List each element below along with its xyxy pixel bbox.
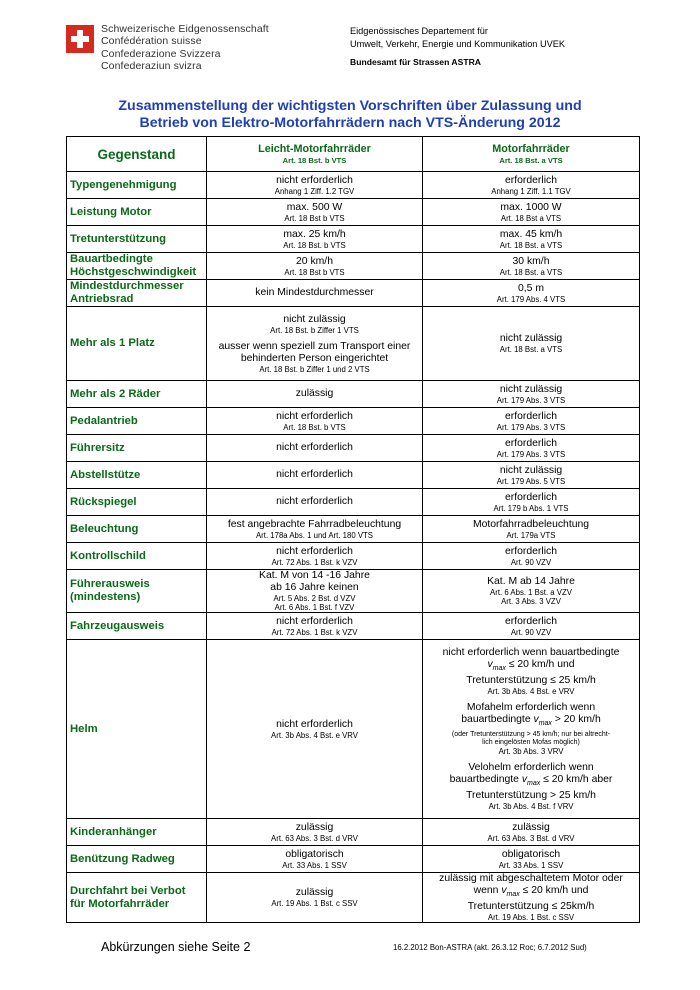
row-subject: Benützung Radweg — [67, 846, 207, 873]
cell-light-mofa — [207, 543, 423, 570]
cell-value: erforderlich — [505, 545, 557, 557]
cell-value: nicht erforderlich — [276, 410, 353, 422]
table-row — [67, 462, 640, 489]
table-row — [67, 570, 640, 613]
legal-reference: Art. 3b Abs. 4 Bst. f VRV — [488, 801, 574, 811]
cell-mofa — [423, 226, 640, 253]
cell-value: erforderlich — [505, 615, 557, 627]
cell-value: Tretunterstützung ≤ 25km/h — [467, 901, 595, 913]
office-name: Bundesamt für Strassen ASTRA — [350, 57, 481, 67]
legal-reference: Art. 179a VTS — [506, 530, 556, 540]
cell-value: zulässig — [512, 821, 550, 833]
cell-light-mofa — [207, 408, 423, 435]
cell-light-mofa — [207, 846, 423, 873]
row-subject: Beleuchtung — [67, 516, 207, 543]
row-subject: Führersitz — [67, 435, 207, 462]
table-row — [67, 613, 640, 640]
legal-reference: Art. 19 Abs. 1 Bst. c SSV — [271, 899, 358, 909]
cell-value: Tretunterstützung ≤ 25 km/h — [466, 675, 596, 687]
col-title: Leicht-Motorfahrräder — [258, 142, 371, 155]
cell-light-mofa — [207, 199, 423, 226]
legal-reference: lich eingelösten Mofas möglich) — [482, 738, 580, 746]
cell-value: Mofahelm erforderlich wenn — [466, 702, 596, 714]
cell-value: nicht erforderlich — [276, 718, 353, 730]
cell-value: bauartbedingte $v_{max} \le 20$ km/h aber — [449, 773, 613, 787]
title-line: Betrieb von Elektro-Motorfahrrädern nach VTS-Änderung 2012 — [139, 114, 561, 131]
table-row — [67, 543, 640, 570]
cell-value: max. 25 km/h — [283, 228, 346, 240]
table-row — [67, 172, 640, 199]
cell-value: zulässig — [295, 821, 334, 833]
table-row — [67, 489, 640, 516]
table-row — [67, 280, 640, 307]
table-row — [67, 307, 640, 381]
row-subject: Kinderanhänger — [67, 819, 207, 846]
legal-reference: Art. 6 Abs. 1 Bst. f VZV — [274, 603, 355, 612]
cell-light-mofa — [207, 640, 423, 819]
cell-value: max. 45 km/h — [499, 228, 563, 240]
row-subject: Bauartbedingte Höchstgeschwindigkeit — [67, 253, 207, 280]
cell-value: 20 km/h — [296, 255, 333, 267]
cell-value: $v_{max} \le 20$ km/h und — [487, 659, 575, 673]
legal-reference: Art. 33 Abs. 1 SSV — [282, 860, 347, 870]
legal-reference: Art. 90 VZV — [510, 627, 552, 637]
row-subject: Kontrollschild — [67, 543, 207, 570]
legal-reference: Art. 33 Abs. 1 SSV — [498, 860, 564, 870]
cell-value: Motorfahrradbeleuchtung — [472, 518, 590, 530]
legal-reference: Art. 3 Abs. 3 VZV — [501, 597, 561, 606]
swiss-cross-icon — [66, 25, 94, 53]
legal-reference: Art. 18 Bst. a VTS — [499, 345, 563, 354]
table-row — [67, 873, 640, 923]
legal-reference: Art. 72 Abs. 1 Bst. k VZV — [271, 557, 358, 567]
cell-light-mofa — [207, 253, 423, 280]
cell-value: 0,5 m — [518, 282, 544, 294]
cell-value: nicht zulässig — [499, 383, 563, 395]
cell-light-mofa — [207, 873, 423, 923]
cell-mofa — [423, 613, 640, 640]
cell-mofa — [423, 543, 640, 570]
legal-reference: Art. 63 Abs. 3 Bst. d VRV — [487, 833, 575, 843]
cell-value: 30 km/h — [512, 255, 550, 267]
department-line: Eidgenössisches Departement für — [350, 26, 488, 36]
table-row — [67, 253, 640, 280]
federation-name: Schweizerische Eidgenossenschaft — [101, 23, 269, 35]
cell-value: nicht erforderlich — [276, 545, 353, 557]
cell-value: ausser wenn speziell zum Transport einer — [218, 340, 411, 352]
cell-light-mofa — [207, 307, 423, 381]
legal-reference: Art. 179 Abs. 4 VTS — [496, 294, 566, 304]
cell-light-mofa — [207, 462, 423, 489]
cell-mofa — [423, 819, 640, 846]
cell-value: nicht zulässig — [283, 313, 346, 325]
cell-light-mofa — [207, 381, 423, 408]
cell-light-mofa — [207, 435, 423, 462]
legal-reference: Anhang 1 Ziff. 1.2 TGV — [274, 186, 355, 196]
table-row — [67, 819, 640, 846]
cell-value: nicht erforderlich — [276, 469, 353, 480]
legal-reference: Art. 18 Bst b VTS — [284, 267, 345, 277]
legal-reference: Art. 18 Bst b VTS — [284, 213, 345, 223]
cell-mofa — [423, 516, 640, 543]
table-row — [67, 408, 640, 435]
legal-reference: Art. 6 Abs. 1 Bst. a VZV — [490, 588, 572, 597]
footer-abbreviations: Abkürzungen siehe Seite 2 — [101, 940, 251, 954]
legal-reference: Art. 178a Abs. 1 und Art. 180 VTS — [255, 530, 374, 540]
legal-reference: Art. 18 Bst. b VTS — [283, 240, 346, 250]
header-col-mofa — [423, 137, 640, 172]
cell-value: bauartbedingte $v_{max} > 20$ km/h — [461, 714, 601, 728]
cell-value: Kat. M von 14 -16 Jahre — [259, 570, 370, 581]
row-subject: Typengenehmigung — [67, 172, 207, 199]
header-col-light-mofa — [207, 137, 423, 172]
row-subject: Rückspiegel — [67, 489, 207, 516]
legal-reference: Art. 5 Abs. 2 Bst. d VZV — [273, 594, 356, 603]
cell-light-mofa — [207, 613, 423, 640]
cell-value: nicht erforderlich — [276, 174, 353, 186]
col-ref: Art. 18 Bst. b VTS — [282, 155, 347, 165]
cell-mofa — [423, 199, 640, 226]
cell-value: Velohelm erforderlich wenn — [468, 761, 594, 773]
legal-reference: Art. 179 Abs. 3 VTS — [496, 449, 566, 459]
cell-value: ab 16 Jahre keinen — [270, 582, 359, 593]
cell-value: Kat. M ab 14 Jahre — [487, 576, 575, 587]
cell-mofa — [423, 381, 640, 408]
cell-value: nicht zulässig — [499, 333, 563, 344]
row-subject: Mehr als 1 Platz — [67, 307, 207, 381]
cell-light-mofa — [207, 516, 423, 543]
legal-reference: Art. 179 b Abs. 1 VTS — [493, 503, 569, 513]
cell-mofa — [423, 489, 640, 516]
table-row — [67, 640, 640, 819]
cell-value: max. 1000 W — [500, 201, 562, 213]
cell-value: erforderlich — [505, 491, 557, 503]
cell-mofa — [423, 307, 640, 381]
cell-value: erforderlich — [505, 410, 557, 422]
cell-value: kein Mindestdurchmesser — [255, 287, 374, 298]
table-row — [67, 199, 640, 226]
federation-name: Confederaziun svizra — [101, 59, 202, 72]
cell-mofa — [423, 172, 640, 199]
legal-reference: Art. 63 Abs. 3 Bst. d VRV — [271, 833, 358, 843]
cell-value: nicht zulässig — [499, 464, 563, 476]
cell-value: obligatorisch — [285, 848, 344, 860]
row-subject: Helm — [67, 640, 207, 819]
cell-mofa — [423, 408, 640, 435]
table-row — [67, 435, 640, 462]
col-title: Motorfahrräder — [492, 142, 570, 155]
footer-date: 16.2.2012 Bon-ASTRA (akt. 26.3.12 Roc; 6.7.2012 Sud) — [393, 943, 587, 952]
cell-value: zulässig — [295, 388, 334, 399]
cell-value: fest angebrachte Fahrradbeleuchtung — [227, 518, 402, 530]
legal-reference: Art. 18 Bst. b Ziffer 1 und 2 VTS — [259, 364, 370, 374]
federation-name: Confédération suisse — [101, 35, 202, 48]
cell-value: Tretunterstützung > 25 km/h — [466, 789, 596, 801]
row-subject: Mindestdurchmesser Antriebsrad — [67, 280, 207, 307]
cell-value: nicht erforderlich — [276, 496, 353, 507]
cell-mofa — [423, 640, 640, 819]
cell-value: nicht erforderlich wenn bauartbedingte — [442, 647, 620, 659]
legal-reference: Art. 179 Abs. 3 VTS — [496, 395, 566, 405]
title-line: Zusammenstellung der wichtigsten Vorschriften über Zulassung und — [118, 98, 582, 114]
legal-reference: Art. 19 Abs. 1 Bst. c SSV — [487, 913, 575, 923]
cell-mofa — [423, 570, 640, 613]
table-row — [67, 226, 640, 253]
row-subject: Leistung Motor — [67, 199, 207, 226]
row-subject: Abstellstütze — [67, 462, 207, 489]
row-subject: Tretunterstützung — [67, 226, 207, 253]
legal-reference: Art. 179 Abs. 3 VTS — [496, 422, 566, 432]
legal-reference: Anhang 1 Ziff. 1.1 TGV — [491, 186, 571, 196]
regulations-table — [66, 136, 640, 923]
cell-light-mofa — [207, 172, 423, 199]
row-subject: Mehr als 2 Räder — [67, 381, 207, 408]
cell-light-mofa — [207, 570, 423, 613]
cell-value: behinderten Person eingerichtet — [240, 352, 389, 364]
cell-light-mofa — [207, 280, 423, 307]
row-subject: Führerausweis (mindestens) — [67, 570, 207, 613]
row-subject: Pedalantrieb — [67, 408, 207, 435]
row-subject: Fahrzeugausweis — [67, 613, 207, 640]
legal-reference: Art. 72 Abs. 1 Bst. k VZV — [271, 627, 358, 637]
cell-value: nicht erforderlich — [276, 615, 353, 627]
table-header-row — [67, 137, 640, 172]
legal-reference: (oder Tretunterstützung > 45 km/h; nur bei altrecht- — [451, 730, 611, 738]
cell-value: nicht erforderlich — [276, 442, 353, 453]
cell-value: obligatorisch — [501, 848, 561, 860]
cell-mofa — [423, 462, 640, 489]
legal-reference: Art. 18 Bst. a VTS — [499, 267, 563, 277]
legal-reference: Art. 18 Bst a VTS — [500, 213, 562, 223]
table-row — [67, 846, 640, 873]
cell-value: erforderlich — [505, 174, 557, 186]
legal-reference: Art. 3b Abs. 4 Bst. e VRV — [271, 730, 358, 740]
legal-reference: Art. 3b Abs. 3 VRV — [498, 746, 564, 756]
row-subject: Durchfahrt bei Verbot für Motorfahrräder — [67, 873, 207, 923]
department-name — [350, 25, 565, 50]
cell-light-mofa — [207, 226, 423, 253]
cell-mofa — [423, 873, 640, 923]
legal-reference: Art. 90 VZV — [510, 557, 552, 567]
cell-mofa — [423, 846, 640, 873]
legal-reference: Art. 18 Bst. b Ziffer 1 VTS — [270, 325, 359, 335]
cell-value: max. 500 W — [286, 201, 343, 213]
federation-name: Confederazione Svizzera — [101, 47, 221, 60]
header-subject: Gegenstand — [67, 137, 207, 172]
cell-value: wenn $v_{max} \le 20$ km/h und — [473, 885, 589, 899]
cell-value: erforderlich — [505, 437, 557, 449]
cell-value: zulässig — [295, 887, 334, 899]
table-row — [67, 516, 640, 543]
cell-value: zulässig mit abgeschaltetem Motor oder — [439, 873, 623, 884]
cell-light-mofa — [207, 819, 423, 846]
department-line: Umwelt, Verkehr, Energie und Kommunikation UVEK — [350, 38, 565, 49]
legal-reference: Art. 179 Abs. 5 VTS — [496, 476, 566, 486]
table-row — [67, 381, 640, 408]
cell-mofa — [423, 280, 640, 307]
federation-names — [101, 23, 269, 72]
cell-light-mofa — [207, 489, 423, 516]
legal-reference: Art. 18 Bst. a VTS — [499, 240, 563, 250]
cell-mofa — [423, 253, 640, 280]
document-title — [60, 98, 640, 131]
col-ref: Art. 18 Bst. a VTS — [499, 155, 563, 165]
cell-mofa — [423, 435, 640, 462]
legal-reference: Art. 18 Bst. b VTS — [283, 422, 346, 432]
legal-reference: Art. 3b Abs. 4 Bst. e VRV — [487, 687, 575, 697]
